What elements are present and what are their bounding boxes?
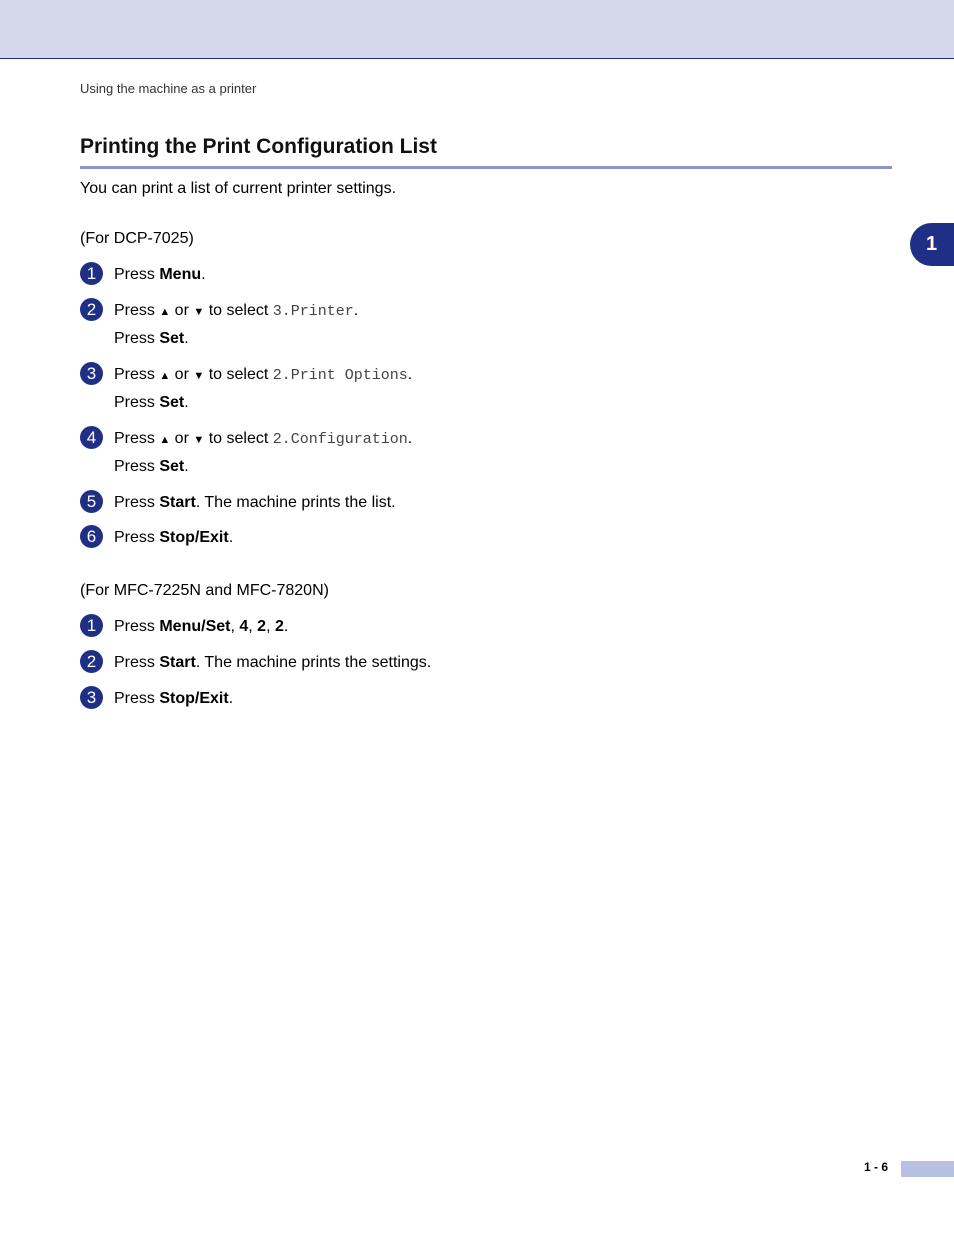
step-number-badge: 3 bbox=[80, 686, 103, 709]
down-arrow-icon: ▼ bbox=[193, 370, 205, 382]
title-rule bbox=[80, 166, 892, 169]
step-number-badge: 1 bbox=[80, 614, 103, 637]
step-number-badge: 2 bbox=[80, 298, 103, 321]
step-text: Press Menu/Set, 4, 2, 2. bbox=[114, 618, 289, 635]
up-arrow-icon: ▲ bbox=[159, 306, 171, 318]
step-number-badge: 5 bbox=[80, 490, 103, 513]
page-title: Printing the Print Configuration List bbox=[80, 135, 437, 158]
step-number-badge: 3 bbox=[80, 362, 103, 385]
lcd-text: 2.Print Options bbox=[272, 367, 408, 384]
lcd-text: 3.Printer bbox=[272, 303, 354, 320]
step-number-badge: 1 bbox=[80, 262, 103, 285]
step-text: Press Stop/Exit. bbox=[114, 529, 234, 546]
step-text: Press ▲ or ▼ to select 2.Print Options. bbox=[114, 366, 413, 384]
step-text: Press ▲ or ▼ to select 3.Printer. bbox=[114, 302, 359, 320]
down-arrow-icon: ▼ bbox=[193, 434, 205, 446]
up-arrow-icon: ▲ bbox=[159, 434, 171, 446]
up-arrow-icon: ▲ bbox=[159, 370, 171, 382]
lcd-text: 2.Configuration bbox=[272, 431, 408, 448]
step-text: Press Start. The machine prints the list. bbox=[114, 494, 396, 511]
step-text: Press Start. The machine prints the settings. bbox=[114, 654, 432, 671]
step-text: Press Set. bbox=[114, 394, 189, 411]
down-arrow-icon: ▼ bbox=[193, 306, 205, 318]
running-header: Using the machine as a printer bbox=[80, 81, 257, 96]
step-text: Press Set. bbox=[114, 330, 189, 347]
step-text: Press ▲ or ▼ to select 2.Configuration. bbox=[114, 430, 413, 448]
intro-text: You can print a list of current printer settings. bbox=[80, 180, 397, 197]
step-text: Press Set. bbox=[114, 458, 189, 475]
step-number-badge: 4 bbox=[80, 426, 103, 449]
step-text: Press Menu. bbox=[114, 266, 206, 283]
group-label-dcp: (For DCP-7025) bbox=[80, 230, 194, 247]
step-number-badge: 2 bbox=[80, 650, 103, 673]
step-text: Press Stop/Exit. bbox=[114, 690, 234, 707]
page-number: 1 - 6 bbox=[864, 1160, 889, 1174]
group-label-mfc: (For MFC-7225N and MFC-7820N) bbox=[80, 582, 329, 599]
header-band bbox=[0, 0, 954, 59]
page-number-bar bbox=[901, 1161, 954, 1177]
chapter-tab: 1 bbox=[910, 223, 954, 266]
step-number-badge: 6 bbox=[80, 525, 103, 548]
